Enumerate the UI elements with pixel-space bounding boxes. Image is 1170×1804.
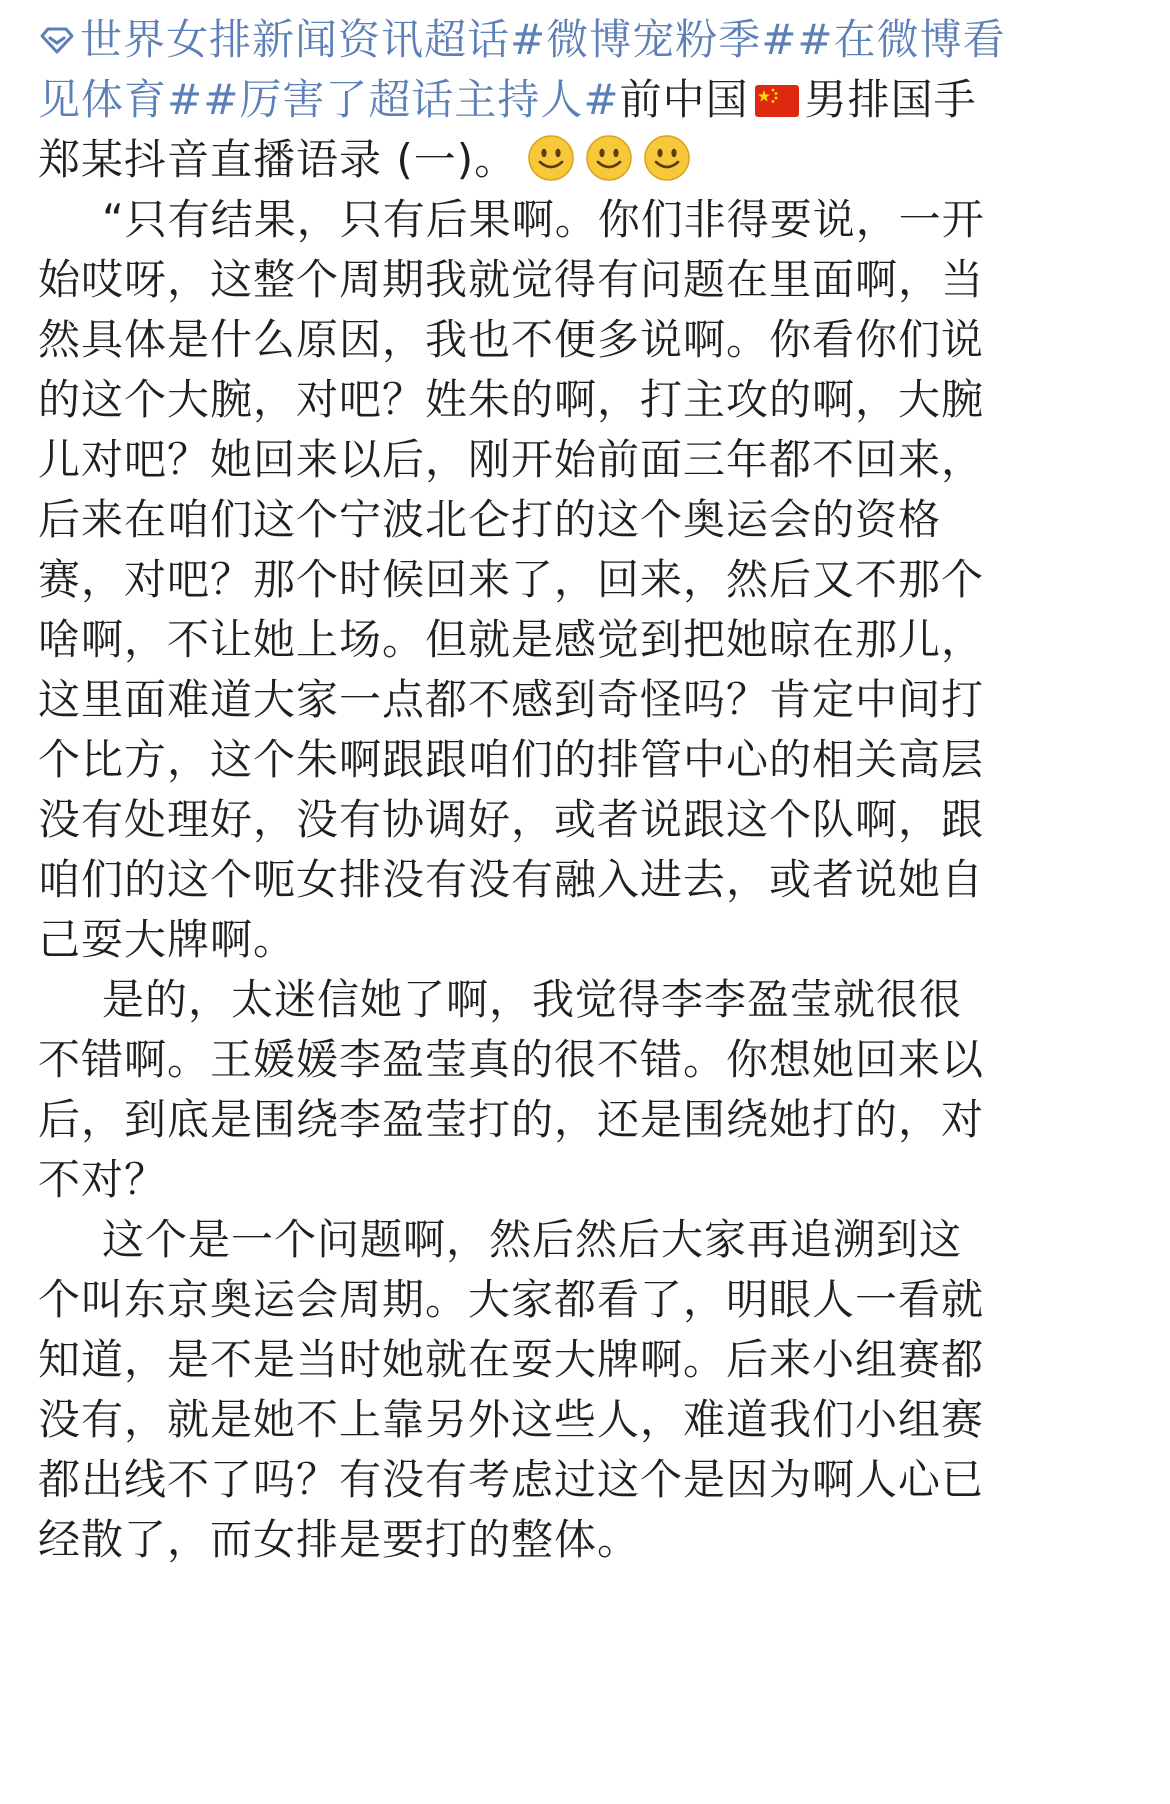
paragraph-line: 这里面难道大家一点都不感到奇怪吗？肯定中间打 bbox=[38, 675, 985, 724]
topic-link[interactable]: 见体育##厉害了超话主持人# bbox=[38, 75, 620, 124]
post-text: 前中国 bbox=[619, 75, 749, 124]
smiley-icon bbox=[643, 134, 691, 182]
paragraph-3 bbox=[38, 1210, 985, 1570]
smiley-icon bbox=[585, 134, 633, 182]
paragraph-line: 后，到底是围绕李盈莹打的，还是围绕她打的，对 bbox=[38, 1095, 985, 1144]
super-topic-diamond-icon[interactable] bbox=[38, 24, 76, 56]
paragraph-line: 儿对吧？她回来以后，刚开始前面三年都不回来， bbox=[38, 435, 985, 484]
paragraph-line: “只有结果，只有后果啊。你们非得要说，一开 bbox=[102, 195, 985, 244]
paragraph-line: 然具体是什么原因，我也不便多说啊。你看你们说 bbox=[38, 315, 985, 364]
paragraph-line: 咱们的这个呃女排没有没有融入进去，或者说她自 bbox=[38, 855, 985, 904]
china-flag-icon bbox=[755, 85, 799, 117]
post-text: 郑某抖音直播语录 (一)。 bbox=[38, 135, 518, 184]
smiley-icon bbox=[527, 134, 575, 182]
paragraph-line: 没有，就是她不上靠另外这些人，难道我们小组赛 bbox=[38, 1395, 985, 1444]
paragraph-line: 后来在咱们这个宁波北仑打的这个奥运会的资格 bbox=[38, 495, 942, 544]
paragraph-line: 个比方，这个朱啊跟跟咱们的排管中心的相关高层 bbox=[38, 735, 985, 784]
paragraph-line: 赛，对吧？那个时候回来了，回来，然后又不那个 bbox=[38, 555, 985, 604]
paragraph-line: 的这个大腕，对吧？姓朱的啊，打主攻的啊，大腕 bbox=[38, 375, 985, 424]
paragraph-line: 都出线不了吗？有没有考虑过这个是因为啊人心已 bbox=[38, 1455, 985, 1504]
paragraph-line: 是的，太迷信她了啊，我觉得李李盈莹就很很 bbox=[102, 975, 963, 1024]
paragraph-2 bbox=[38, 970, 985, 1210]
topic-link[interactable]: 世界女排新闻资讯超话#微博宠粉季##在微博看 bbox=[80, 15, 1006, 64]
paragraph-line: 不错啊。王媛媛李盈莹真的很不错。你想她回来以 bbox=[38, 1035, 985, 1084]
paragraph-line: 不对？ bbox=[38, 1155, 168, 1204]
paragraph-line: 经散了，而女排是要打的整体。 bbox=[38, 1515, 641, 1564]
paragraph-1 bbox=[38, 190, 985, 970]
paragraph-line: 始哎呀，这整个周期我就觉得有问题在里面啊，当 bbox=[38, 255, 985, 304]
paragraph-line: 知道，是不是当时她就在耍大牌啊。后来小组赛都 bbox=[38, 1335, 985, 1384]
post-text: 男排国手 bbox=[804, 75, 977, 124]
paragraph-line: 啥啊，不让她上场。但就是感觉到把她晾在那儿， bbox=[38, 615, 985, 664]
paragraph-line: 没有处理好，没有协调好，或者说跟这个队啊，跟 bbox=[38, 795, 985, 844]
post-header-line-1 bbox=[38, 10, 1006, 70]
post-body bbox=[38, 10, 1006, 1570]
paragraph-line: 己耍大牌啊。 bbox=[38, 915, 297, 964]
post-header-line-2 bbox=[38, 70, 978, 130]
paragraph-line: 这个是一个问题啊，然后然后大家再追溯到这 bbox=[102, 1215, 963, 1264]
post-header-line-3 bbox=[38, 130, 978, 190]
paragraph-line: 个叫东京奥运会周期。大家都看了，明眼人一看就 bbox=[38, 1275, 985, 1324]
